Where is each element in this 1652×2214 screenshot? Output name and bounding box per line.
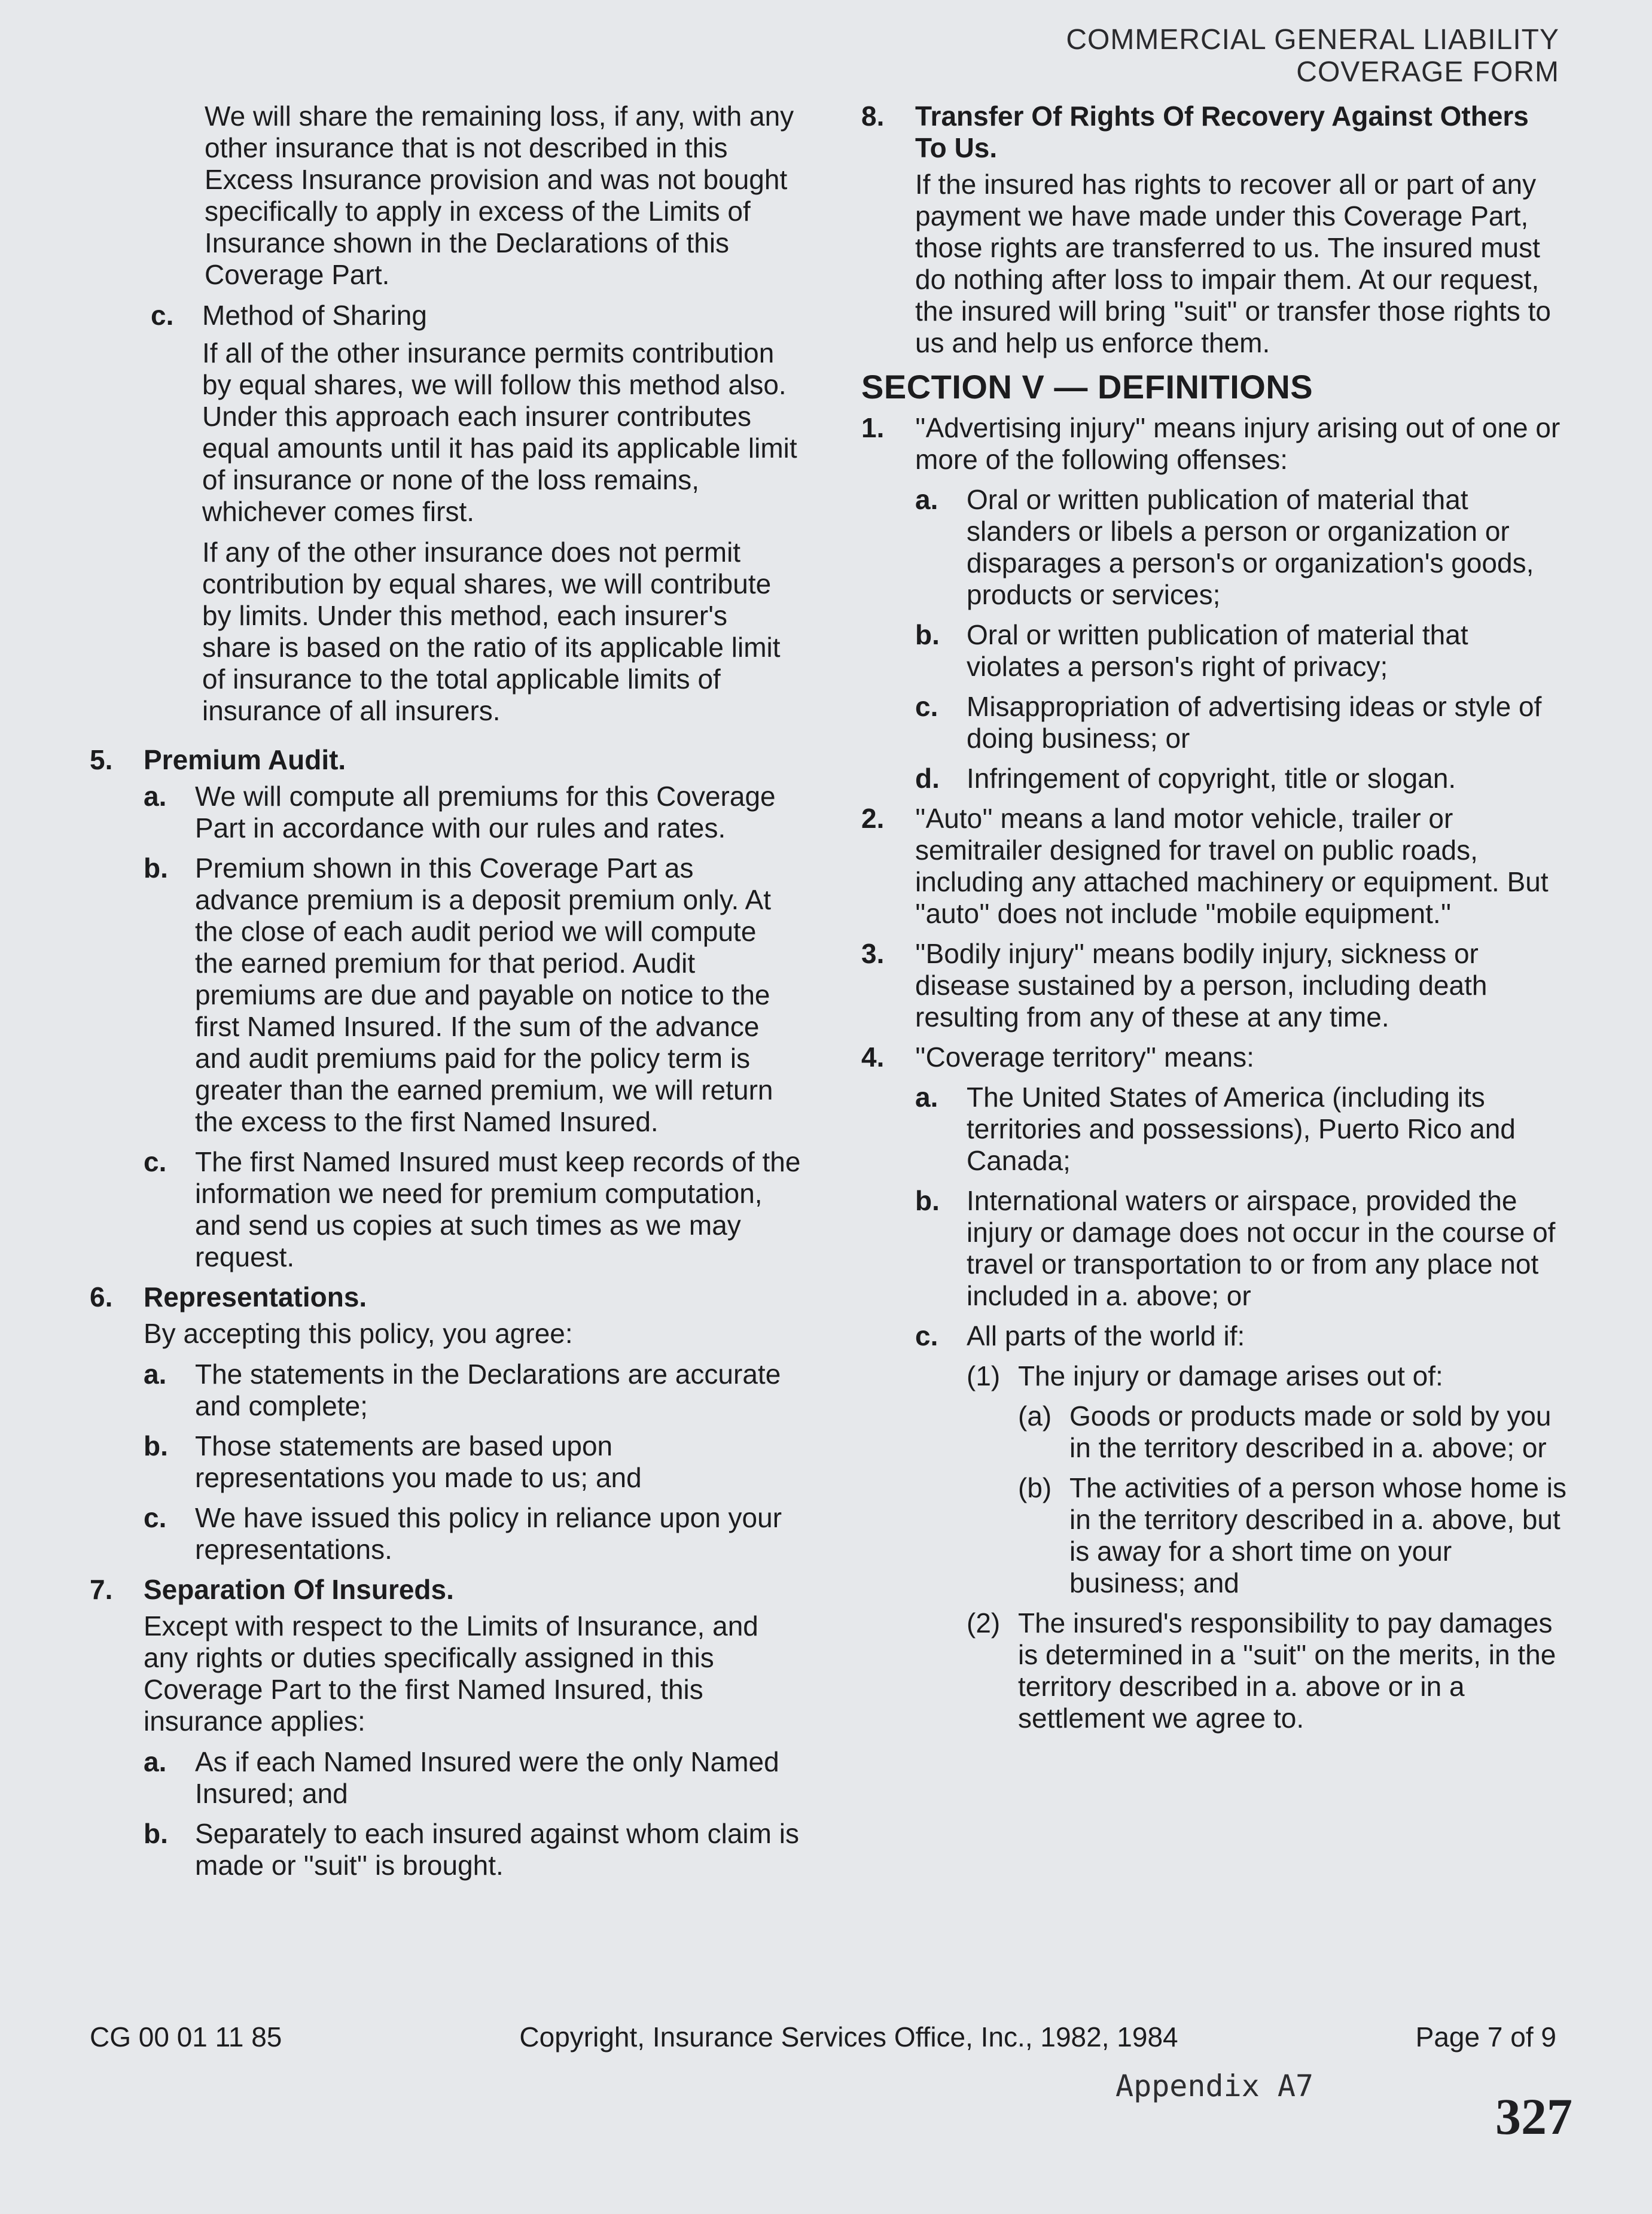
- list-item: c. The first Named Insured must keep records of the information we need for premium computation, and send us copies at such times as we may request.: [144, 1146, 801, 1272]
- list-item: b. International waters or airspace, provided the injury or damage does not occur in the course of travel or transportation to or from any place not included in a. above; or: [915, 1185, 1556, 1311]
- page-footer: [90, 2021, 1556, 2053]
- list-item: a. The statements in the Declarations are accurate and complete;: [144, 1359, 781, 1421]
- page-number: 327: [1495, 2088, 1572, 2145]
- paragraph: If any of the other insurance does not permit contribution by equal shares, we will contribute by limits. Under this method, each insurer's share is based on the ratio of its applicable limit of insurance to the total applicable limits of insurance of all insurers.: [202, 537, 781, 726]
- paragraph: If all of the other insurance permits contribution by equal shares, we will follow this method also. Under this approach each insurer contributes equal amounts until it has paid its applicable limit of insurance or none of the loss remains, whichever comes first.: [202, 337, 797, 527]
- list-item: c. All parts of the world if:: [915, 1320, 1245, 1351]
- list-item: (2) The insured's responsibility to pay damages is determined in a ''suit'' on the merits, in the territory described in a. above or in a settlement we agree to.: [967, 1607, 1556, 1734]
- header-line-1: COMMERCIAL GENERAL LIABILITY: [1066, 24, 1559, 56]
- list-item: c. We have issued this policy in reliance upon your representations.: [144, 1502, 782, 1565]
- appendix-label: Appendix A7: [1115, 2069, 1314, 2103]
- section-5-premium-audit: [90, 744, 801, 776]
- item-label: c.: [151, 300, 174, 331]
- paragraph: If the insured has rights to recover all or part of any payment we have made under this Coverage Part, those rights are transferred to us. The insured must do nothing after loss to impair them. At our request, the insured will bring ''suit'' or transfer those rights to us and help us enforce them.: [915, 169, 1551, 358]
- section-8-transfer-of-rights: 8. Transfer Of Rights Of Recovery Against Others To Us.: [861, 101, 1529, 163]
- item-title: Method of Sharing: [202, 300, 427, 331]
- list-item: b. Oral or written publication of material that violates a person's right of privacy;: [915, 619, 1468, 682]
- form-number: CG 00 01 11 85: [90, 2021, 282, 2052]
- list-item: (a) Goods or products made or sold by you in the territory described in a. above; or: [1018, 1400, 1552, 1463]
- section-6-representations: 6. Representations.: [90, 1281, 367, 1312]
- list-item: b. Separately to each insured against whom claim is made or ''suit'' is brought.: [144, 1818, 799, 1881]
- right-column: [861, 101, 1567, 1743]
- definition-bodily-injury: 3. ''Bodily injury'' means bodily injury, sickness or disease sustained by a person, including death resulting from any of these at any time.: [861, 938, 1488, 1033]
- paragraph: By accepting this policy, you agree:: [144, 1318, 573, 1349]
- section-7-separation-of-insureds: 7. Separation Of Insureds.: [90, 1574, 454, 1605]
- paragraph: Except with respect to the Limits of Insurance, and any rights or duties specifically assigned in this Coverage Part to the first Named Insured, this insurance applies:: [144, 1610, 758, 1737]
- item-heading: Premium Audit.: [144, 744, 346, 775]
- section-v-title: SECTION V — DEFINITIONS: [861, 368, 1313, 406]
- item-number: 5.: [90, 744, 113, 775]
- excess-insurance-continuation: We will share the remaining loss, if any, with any other insurance that is not described in this Excess Insurance provision and was not bought specifically to apply in excess of the Limits of Insurance shown in the Declarations of this Coverage Part.: [205, 101, 794, 290]
- copyright-notice: Copyright, Insurance Services Office, Inc., 1982, 1984: [519, 2021, 1178, 2052]
- list-item: b. Those statements are based upon representations you made to us; and: [144, 1430, 642, 1493]
- definition-auto: 2. ''Auto'' means a land motor vehicle, trailer or semitrailer designed for travel on public roads, including any attached machinery or equipment. But ''auto'' does not include ''mobile equipment.'': [861, 803, 1549, 929]
- list-item: a. Oral or written publication of material that slanders or libels a person or organization or disparages a person's or organization's goods, products or services;: [915, 484, 1534, 610]
- list-item: (1) The injury or damage arises out of:: [967, 1360, 1443, 1391]
- definition-advertising-injury: 1. ''Advertising injury'' means injury arising out of one or more of the following offenses:: [861, 412, 1560, 475]
- list-item: b. Premium shown in this Coverage Part as advance premium is a deposit premium only. At the close of each audit period we will compute the earned premium for that period. Audit premiums are due and payable on notice to the first Named Insured. If the sum of the advance and audit premiums paid for the policy term is greater than the earned premium, we will return the excess to the first Named Insured.: [144, 852, 773, 1137]
- list-item: a. We will compute all premiums for this Coverage Part in accordance with our rules and rates.: [144, 781, 776, 843]
- header-line-2: COVERAGE FORM: [1296, 56, 1559, 88]
- method-of-sharing: [151, 300, 801, 736]
- list-item: a. As if each Named Insured were the only Named Insured; and: [144, 1746, 779, 1809]
- list-item: a. The United States of America (including its territories and possessions), Puerto Rico and Canada;: [915, 1082, 1516, 1176]
- form-header: [1066, 24, 1559, 89]
- list-item: d. Infringement of copyright, title or slogan.: [915, 763, 1456, 794]
- list-item: (b) The activities of a person whose home is in the territory described in a. above, but is away for a short time on your business; and: [1018, 1472, 1566, 1598]
- definition-coverage-territory: 4. ''Coverage territory'' means:: [861, 1041, 1254, 1073]
- left-column: [90, 101, 801, 1890]
- page-indicator: Page 7 of 9: [1415, 2021, 1556, 2052]
- list-item: c. Misappropriation of advertising ideas or style of doing business; or: [915, 691, 1542, 754]
